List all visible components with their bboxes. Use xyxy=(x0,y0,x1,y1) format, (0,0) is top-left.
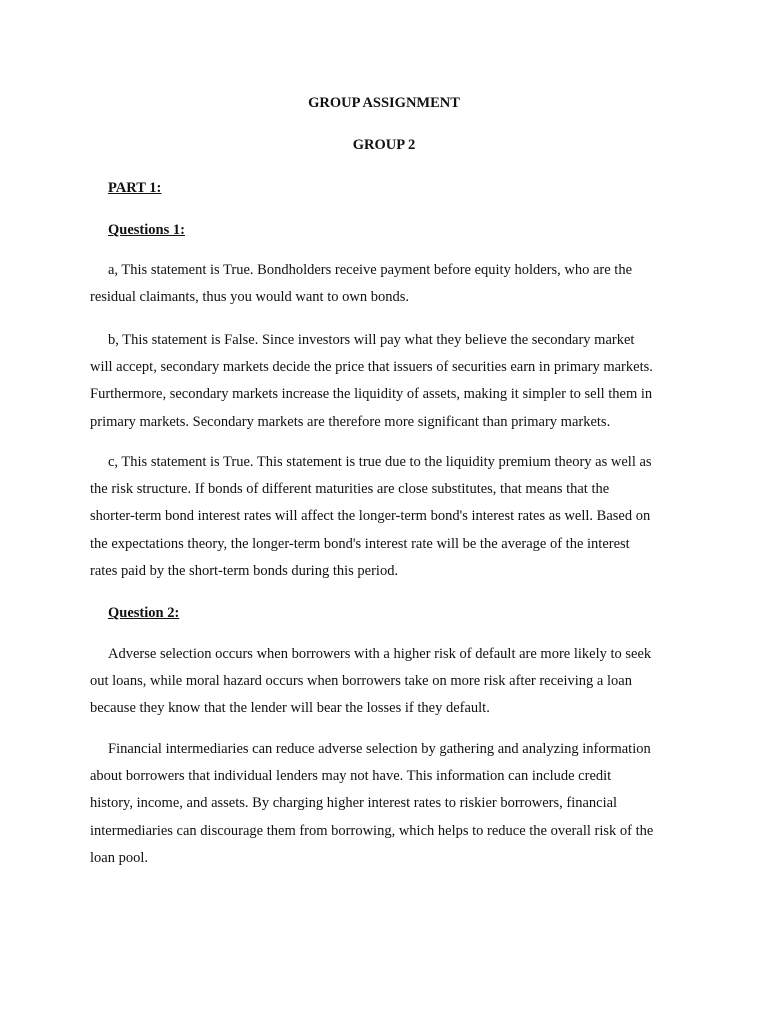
paragraph-line: intermediaries can discourage them from borrowing, which helps to reduce the overall risk of the xyxy=(90,822,654,839)
question-2-paragraph-2 xyxy=(90,736,680,872)
paragraph-line: Financial intermediaries can reduce adverse selection by gathering and analyzing information xyxy=(108,741,651,757)
question-1-answer-b xyxy=(90,327,680,436)
paragraph-line: because they know that the lender will bear the losses if they default. xyxy=(90,700,490,717)
question-1-answer-a xyxy=(90,257,680,311)
document-subtitle: GROUP 2 xyxy=(352,137,416,153)
paragraph-line: history, income, and assets. By charging higher interest rates to riskier borrowers, financial xyxy=(90,795,618,812)
document-title: GROUP ASSIGNMENT xyxy=(308,95,460,111)
paragraph-line: shorter-term bond interest rates will affect the longer-term bond's interest rates as well. Based on xyxy=(90,508,651,525)
question-2-paragraph-1 xyxy=(90,641,680,723)
paragraph-line: out loans, while moral hazard occurs when borrowers take on more risk after receiving a loan xyxy=(90,673,632,690)
paragraph-line: loan pool. xyxy=(90,849,148,866)
question-1-answer-c xyxy=(90,449,680,585)
paragraph-line: primary markets. Secondary markets are therefore more significant than primary markets. xyxy=(90,413,611,430)
paragraph-line: the expectations theory, the longer-term bond's interest rate will be the average of the interest xyxy=(90,535,630,552)
paragraph-line: c, This statement is True. This statement is true due to the liquidity premium theory as well as xyxy=(108,454,652,470)
paragraph-line: rates paid by the short-term bonds during this period. xyxy=(90,562,399,579)
paragraph-line: Furthermore, secondary markets increase the liquidity of assets, making it simpler to sell them in xyxy=(90,386,653,403)
paragraph-line: will accept, secondary markets decide the price that issuers of securities earn in primary markets. xyxy=(90,359,653,376)
question-2-heading: Question 2: xyxy=(108,605,180,621)
part-heading: PART 1: xyxy=(108,180,162,196)
paragraph-line: about borrowers that individual lenders may not have. This information can include credit xyxy=(90,768,612,785)
paragraph-line: a, This statement is True. Bondholders receive payment before equity holders, who are the xyxy=(108,262,633,278)
paragraph-line: the risk structure. If bonds of different maturities are close substitutes, that means that the xyxy=(90,481,610,498)
paragraph-line: Adverse selection occurs when borrowers with a higher risk of default are more likely to seek xyxy=(108,646,652,662)
paragraph-line: b, This statement is False. Since investors will pay what they believe the secondary market xyxy=(108,332,635,348)
paragraph-line: residual claimants, thus you would want to own bonds. xyxy=(90,289,409,306)
question-1-heading: Questions 1: xyxy=(108,222,185,238)
